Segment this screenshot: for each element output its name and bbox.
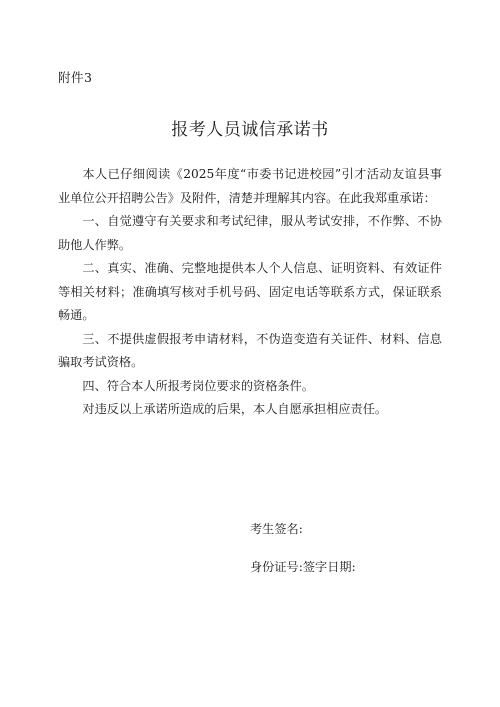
- paragraph-item-2: 二、真实、准确、完整地提供本人个人信息、证明资料、有效证件等相关材料；准确填写核对手机号码、固定电话等联系方式，保证联系畅通。: [58, 261, 442, 322]
- attachment-label: 附件3: [58, 70, 93, 85]
- id-date-label: 身份证号:签字日期:: [250, 560, 356, 574]
- signature-label: 考生签名:: [250, 522, 303, 536]
- document-title: 报考人员诚信承诺书: [171, 120, 329, 140]
- paragraph-intro: 本人已仔细阅读《2025年度“市委书记进校园”引才活动友谊县事业单位公开招聘公告》及附件，清楚并理解其内容。在此我郑重承诺：: [58, 167, 442, 205]
- paragraph-item-1: 一、自觉遵守有关要求和考试纪律，服从考试安排，不作弊、不协助他人作弊。: [58, 214, 442, 252]
- paragraph-conclusion: 对违反以上承诺所造成的后果，本人自愿承担相应责任。: [82, 402, 388, 416]
- document-body: [58, 163, 442, 422]
- paragraph-item-3: 三、不提供虚假报考申请材料，不伪造变造有关证件、材料、信息骗取考试资格。: [58, 331, 442, 369]
- paragraph-item-4: 四、符合本人所报考岗位要求的资格条件。: [82, 378, 314, 393]
